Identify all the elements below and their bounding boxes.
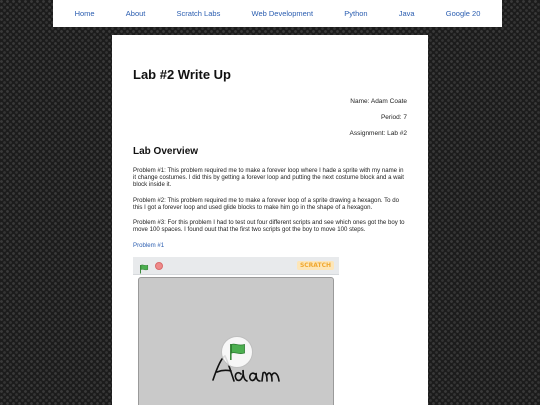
problem-2-text: Problem #2: This problem required me to make a forever loop of a sprite drawing a hexagon. To do this I got a forever loop and used glide blocks to make him go in the shape of a hexagon. (133, 196, 400, 211)
player-toolbar (133, 257, 339, 275)
problem-3-text: Problem #3: For this problem I had to test out four different scripts and see which ones got the boy to move 100 spaces. I found ouut that the first two scripts got the boy to move 100 steps. (133, 219, 405, 234)
main-content (112, 35, 428, 405)
author-meta (133, 98, 407, 137)
overview-heading: Lab Overview (133, 146, 199, 157)
nav-google-20[interactable]: Google 20 (445, 9, 481, 18)
top-navigation (53, 0, 502, 27)
nav-home[interactable]: Home (74, 9, 95, 18)
nav-java[interactable]: Java (398, 9, 415, 18)
scratch-player (133, 257, 339, 405)
page-title: Lab #2 Write Up (133, 67, 232, 82)
project-stage[interactable] (138, 277, 334, 405)
stop-icon[interactable] (155, 262, 163, 270)
green-flag-icon[interactable] (139, 261, 149, 271)
problem-1-text: Problem #1: This problem required me to make a forever loop where I hade a sprite with my name in it change costumes. I did this by getting a forever loop and putting the next costume block and a wait block inside it. (133, 167, 404, 189)
author-name: Name: Adam Coate (350, 98, 407, 105)
scratch-logo: SCRATCH (297, 261, 334, 270)
problem-1-link[interactable]: Problem #1 (133, 242, 165, 250)
nav-about[interactable]: About (125, 9, 146, 18)
green-flag-icon (227, 342, 247, 362)
assignment-label: Assignment: Lab #2 (349, 130, 407, 137)
nav-python[interactable]: Python (344, 9, 368, 18)
nav-scratch-labs[interactable]: Scratch Labs (176, 9, 221, 18)
author-period: Period: 7 (380, 114, 407, 121)
nav-web-development[interactable]: Web Development (251, 9, 314, 18)
